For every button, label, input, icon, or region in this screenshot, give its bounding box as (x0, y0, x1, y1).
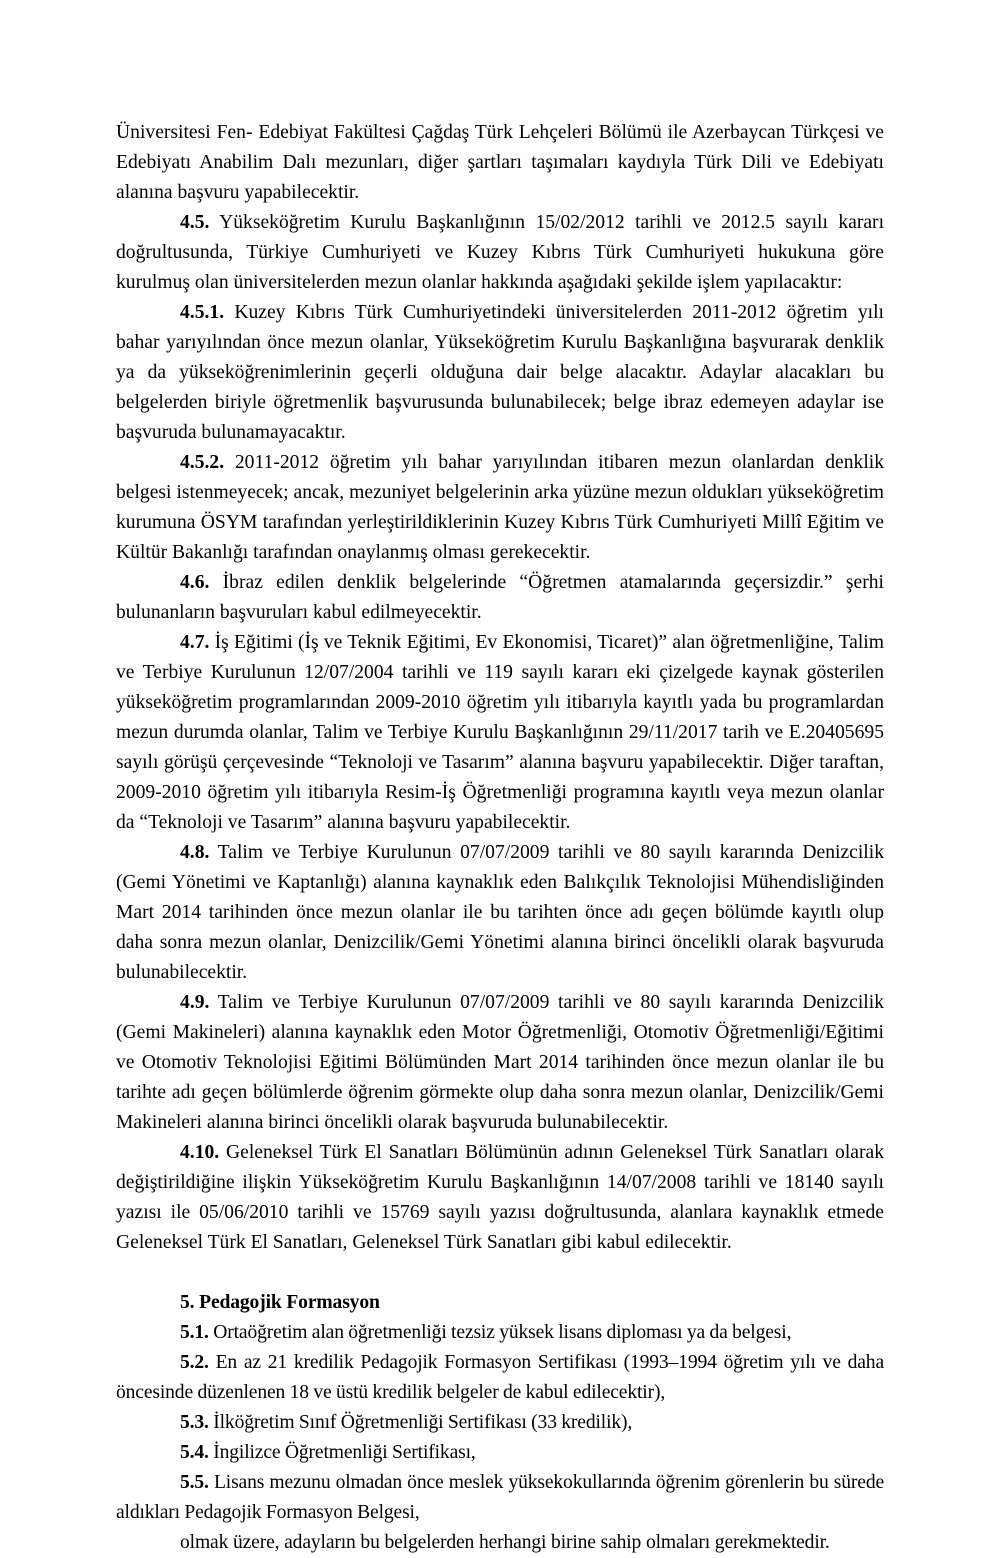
clause-number: 4.6. (180, 572, 210, 593)
clause-text: 2011-2012 öğretim yılı bahar yarıyılından itibaren mezun olanlardan denklik belgesi istenmeyecek; ancak, mezuniyet belgelerinin arka yüzüne mezun oldukları yükseköğretim kurumuna ÖSYM tarafından yerleştirildiklerinin Kuzey Kıbrıs Türk Cumhuriyeti Millî Eğitim ve Kültür Bakanlığı tarafından onaylanmış olması gerekecektir. (116, 452, 885, 563)
section-5-closing: olmak üzere, adayların bu belgelerden herhangi birine sahip olmaları gerekmektedir. (180, 1532, 830, 1553)
clause-text: Ortaöğretim alan öğretmenliği tezsiz yüksek lisans diploması ya da belgesi, (213, 1322, 792, 1343)
clause-number: 4.5. (180, 212, 210, 233)
clause-number: 5.1. (180, 1322, 209, 1343)
clause-text: İbraz edilen denklik belgelerinde “Öğretmen atamalarında geçersizdir.” şerhi bulunanların başvuruları kabul edilmeyecektir. (116, 572, 884, 623)
clause-4-5-2 (116, 448, 884, 568)
clause-5-5 (116, 1468, 884, 1528)
section-gap (116, 1258, 884, 1288)
clause-4-9 (116, 988, 884, 1138)
clause-4-10 (116, 1138, 884, 1258)
clause-text: Lisans mezunu olmadan önce meslek yüksekokullarında öğrenim görenlerin bu sürede aldıkları Pedagojik Formasyon Belgesi, (116, 1472, 885, 1523)
paragraph-continuation (116, 118, 884, 208)
clause-4-7 (116, 628, 884, 838)
clause-5-4 (116, 1438, 884, 1468)
clause-text: Yükseköğretim Kurulu Başkanlığının 15/02/2012 tarihli ve 2012.5 sayılı kararı doğrultusunda, Türkiye Cumhuriyeti ve Kuzey Kıbrıs Türk Cumhuriyeti hukukuna göre kurulmuş olan üniversitelerden mezun olanlar hakkında aşağıdaki şekilde işlem yapılacaktır: (116, 212, 885, 293)
clause-number: 4.5.1. (180, 302, 225, 323)
clause-4-5 (116, 208, 884, 298)
clause-number: 4.7. (180, 632, 210, 653)
clause-text: Kuzey Kıbrıs Türk Cumhuriyetindeki üniversitelerden 2011-2012 öğretim yılı bahar yarıyılından önce mezun olanlar, Yükseköğretim Kurulu Başkanlığına başvurarak denklik ya da yükseköğrenimlerinin geçerli olduğuna dair belge alacaktır. Adaylar alacakları bu belgelerden biriyle öğretmenlik başvurusunda bulunabilecek; belge ibraz edemeyen adaylar ise başvuruda bulunamayacaktır. (116, 302, 884, 443)
clause-text: Talim ve Terbiye Kurulunun 07/07/2009 tarihli ve 80 sayılı kararında Denizcilik (Gemi Yönetimi ve Kaptanlığı) alanına kaynaklık eden Balıkçılık Teknolojisi Mühendisliğinden Mart 2014 tarihinden önce mezun olanlar ile bu tarihten önce adı geçen bölümde kayıtlı olup daha sonra mezun olanlar, Denizcilik/Gemi Yönetimi alanına birinci öncelikli olarak başvuruda bulunabilecektir. (116, 842, 884, 983)
clause-text: Talim ve Terbiye Kurulunun 07/07/2009 tarihli ve 80 sayılı kararında Denizcilik (Gemi Makineleri) alanına kaynaklık eden Motor Öğretmenliği, Otomotiv Öğretmenliği/Eğitimi ve Otomotiv Teknolojisi Eğitimi Bölümünden Mart 2014 tarihinden önce mezun olanlar ile bu tarihte adı geçen bölümlerde öğrenim görmekte olup daha sonra mezun olanlar, Denizcilik/Gemi Makineleri alanına birinci öncelikli olarak başvuruda bulunabilecektir. (116, 992, 884, 1133)
clause-5-2 (116, 1348, 884, 1408)
clause-4-5-1 (116, 298, 884, 448)
clause-text: İş Eğitimi (İş ve Teknik Eğitimi, Ev Ekonomisi, Ticaret)” alan öğretmenliğine, Talim ve Terbiye Kurulunun 12/07/2004 tarihli ve 119 sayılı kararı eki çizelgede kaynak gösterilen yükseköğretim programlarından 2009-2010 öğretim yılı itibarıyla kayıtlı yada bu programlardan mezun durumda olanlar, Talim ve Terbiye Kurulu Başkanlığının 29/11/2017 tarih ve E.20405695 sayılı görüşü çerçevesinde “Teknoloji ve Tasarım” alanına başvuru yapabilecektir. Diğer taraftan, 2009-2010 öğretim yılı itibarıyla Resim-İş Öğretmenliği programına kayıtlı veya mezun olanlar da “Teknoloji ve Tasarım” alanına başvuru yapabilecektir. (116, 632, 884, 833)
document-body (116, 118, 884, 1558)
clause-number: 4.10. (180, 1142, 220, 1163)
paragraph-continuation-text: Üniversitesi Fen- Edebiyat Fakültesi Çağdaş Türk Lehçeleri Bölümü ile Azerbaycan Türkçesi ve Edebiyatı Anabilim Dalı mezunları, diğer şartları taşımaları kaydıyla Türk Dili ve Edebiyatı alanına başvuru yapabilecektir. (116, 122, 884, 203)
clause-number: 5.4. (180, 1442, 209, 1463)
clause-text: Geleneksel Türk El Sanatları Bölümünün adının Geleneksel Türk Sanatları olarak değiştirildiğine ilişkin Yükseköğretim Kurulu Başkanlığının 14/07/2008 tarihli ve 18140 sayılı yazısı ile 05/06/2010 tarihli ve 15769 sayılı yazısı doğrultusunda, alanlara kaynaklık etmede Geleneksel Türk El Sanatları, Geleneksel Türk Sanatları gibi kabul edilecektir. (116, 1142, 884, 1253)
section-5-heading: 5. Pedagojik Formasyon (180, 1292, 380, 1313)
clause-5-1 (116, 1318, 884, 1348)
section-5 (116, 1288, 884, 1558)
clause-text: İngilizce Öğretmenliği Sertifikası, (213, 1442, 476, 1463)
clause-text: En az 21 kredilik Pedagojik Formasyon Sertifikası (1993–1994 öğretim yılı ve daha öncesinde düzenlenen 18 ve üstü kredilik belgeler de kabul edilecektir), (116, 1352, 885, 1403)
clause-number: 5.3. (180, 1412, 209, 1433)
clause-number: 5.2. (180, 1352, 209, 1373)
clause-number: 5.5. (180, 1472, 209, 1493)
clause-text: İlköğretim Sınıf Öğretmenliği Sertifikası (33 kredilik), (213, 1412, 633, 1433)
clause-4-8 (116, 838, 884, 988)
clause-5-3 (116, 1408, 884, 1438)
clause-number: 4.9. (180, 992, 210, 1013)
clause-4-6 (116, 568, 884, 628)
clause-number: 4.8. (180, 842, 210, 863)
clause-number: 4.5.2. (180, 452, 225, 473)
